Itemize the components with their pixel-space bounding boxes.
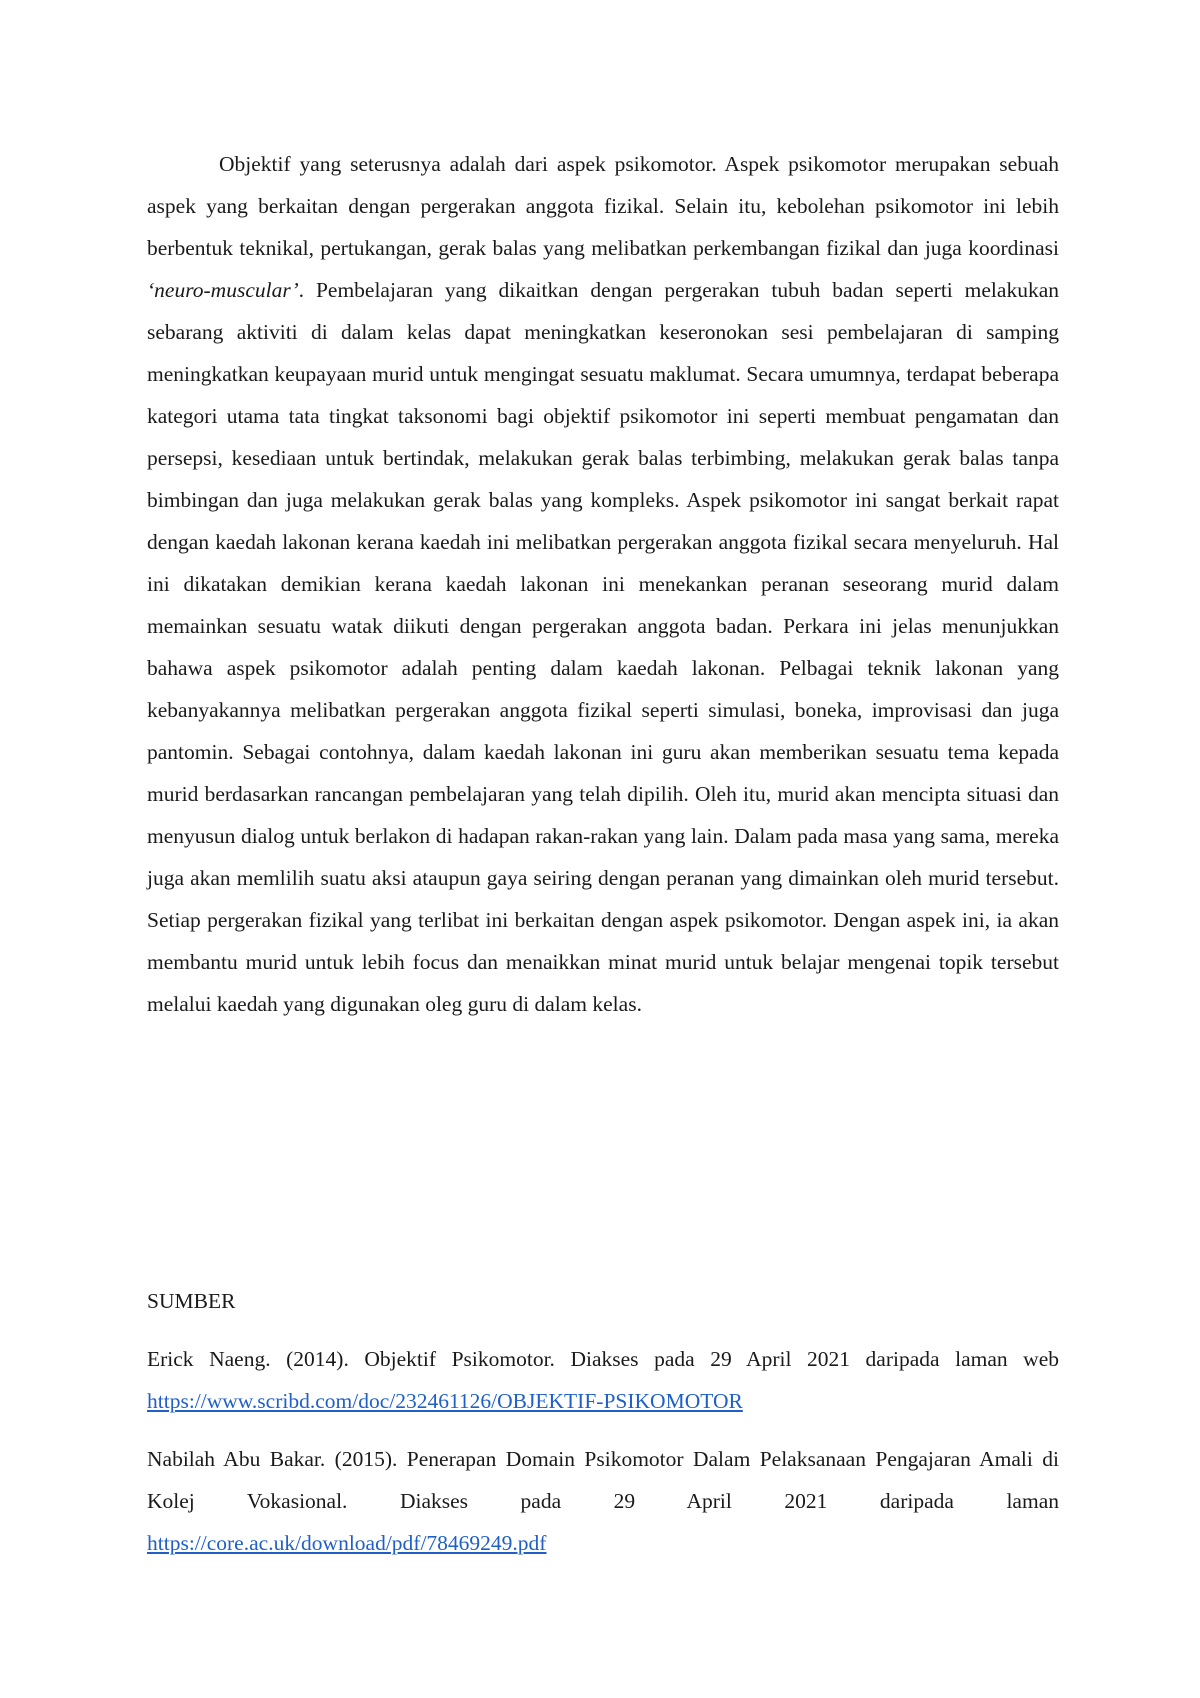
document-page — [147, 143, 1059, 1025]
reference-link[interactable]: https://core.ac.uk/download/pdf/78469249.pdf — [147, 1531, 547, 1555]
references-heading: SUMBER — [147, 1289, 236, 1313]
paragraph-italic-term: ‘neuro-muscular’ — [147, 278, 299, 302]
paragraph-text-2: . Pembelajaran yang dikaitkan dengan pergerakan tubuh badan seperti melakukan sebarang aktiviti di dalam kelas dapat meningkatkan keseronokan sesi pembelajaran di samping meningkatkan keupayaan murid untuk mengingat sesuatu maklumat. Secara umumnya, terdapat beberapa kategori utama tata tingkat taksonomi bagi objektif psikomotor ini seperti membuat pengamatan dan persepsi, kesediaan untuk bertindak, melakukan gerak balas terbimbing, melakukan gerak balas tanpa bimbingan dan juga melakukan gerak balas yang kompleks. Aspek psikomotor ini sangat berkait rapat dengan kaedah lakonan kerana kaedah ini melibatkan pergerakan anggota fizikal secara menyeluruh. Hal ini dikatakan demikian kerana kaedah lakonan ini menekankan peranan seseorang murid dalam memainkan sesuatu watak diikuti dengan pergerakan anggota badan. Perkara ini jelas menunjukkan bahawa aspek psikomotor adalah penting dalam kaedah lakonan. Pelbagai teknik lakonan yang kebanyakannya melibatkan pergerakan anggota fizikal seperti simulasi, boneka, improvisasi dan juga pantomin. Sebagai contohnya, dalam kaedah lakonan ini guru akan memberikan sesuatu tema kepada murid berdasarkan rancangan pembelajaran yang telah dipilih. Oleh itu, murid akan mencipta situasi dan menyusun dialog untuk berlakon di hadapan rakan-rakan yang lain. Dalam pada masa yang sama, mereka juga akan memlilih suatu aksi ataupun gaya seiring dengan peranan yang dimainkan oleh murid tersebut. Setiap pergerakan fizikal yang terlibat ini berkaitan dengan aspek psikomotor. Dengan aspek ini, ia akan membantu murid untuk lebih focus dan menaikkan minat murid untuk belajar mengenai topik tersebut melalui kaedah yang digunakan oleg guru di dalam kelas. — [147, 278, 1059, 1016]
reference-item — [147, 1338, 1059, 1422]
reference-link[interactable]: https://www.scribd.com/doc/232461126/OBJEKTIF-PSIKOMOTOR — [147, 1389, 743, 1413]
paragraph-text-1: Objektif yang seterusnya adalah dari aspek psikomotor. Aspek psikomotor merupakan sebuah aspek yang berkaitan dengan pergerakan anggota fizikal. Selain itu, kebolehan psikomotor ini lebih berbentuk teknikal, pertukangan, gerak balas yang melibatkan perkembangan fizikal dan juga koordinasi — [147, 152, 1059, 260]
reference-text: Nabilah Abu Bakar. (2015). Penerapan Domain Psikomotor Dalam Pelaksanaan Pengajaran Amali di Kolej Vokasional. Diakses pada 29 April 2021 daripada laman — [147, 1447, 1059, 1513]
body-paragraph — [147, 143, 1059, 1025]
reference-item — [147, 1438, 1059, 1564]
reference-text: Erick Naeng. (2014). Objektif Psikomotor. Diakses pada 29 April 2021 daripada laman web — [147, 1347, 1059, 1371]
